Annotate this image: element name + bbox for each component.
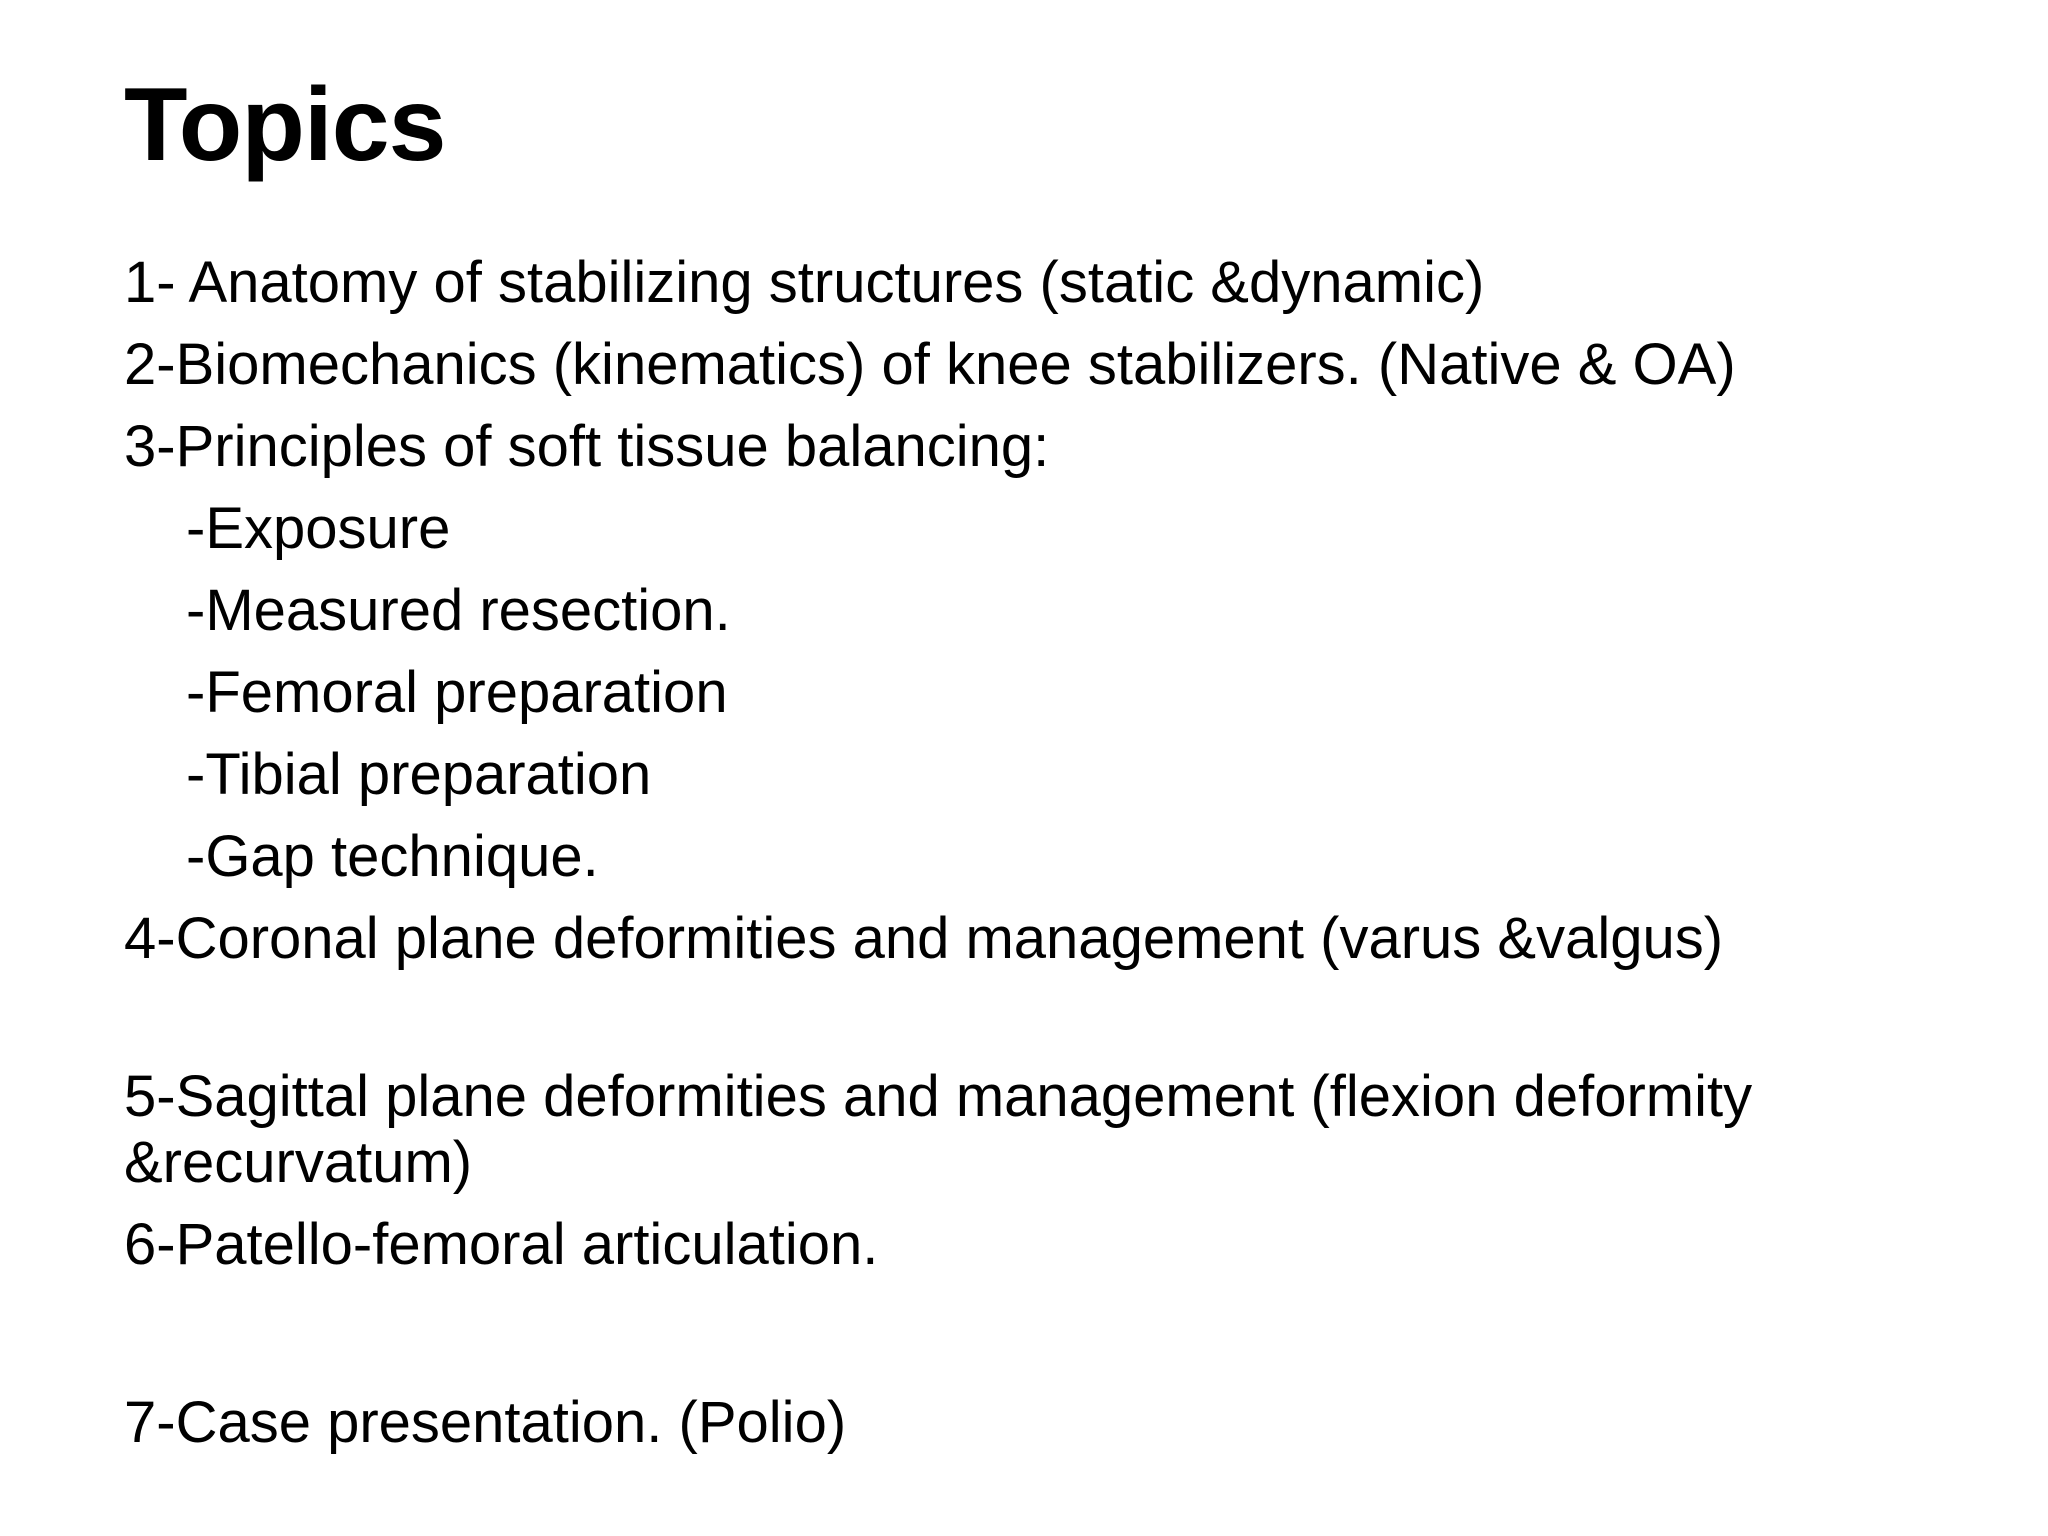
topic-item-7: 7-Case presentation. (Polio) <box>124 1390 847 1455</box>
slide-title: Topics <box>124 67 446 183</box>
subtopic-tibial-preparation: -Tibial preparation <box>186 742 652 807</box>
subtopic-measured-resection: -Measured resection. <box>186 578 731 643</box>
spacer <box>124 1286 2004 1382</box>
topic-item-4: 4-Coronal plane deformities and management (varus &valgus) <box>124 906 1724 971</box>
topic-item-1: 1- Anatomy of stabilizing structures (static &dynamic) <box>124 250 1485 315</box>
subtopic-femoral-preparation: -Femoral preparation <box>186 660 728 725</box>
subtopic-gap-technique: -Gap technique. <box>186 824 599 889</box>
topic-item-2: 2-Biomechanics (kinematics) of knee stabilizers. (Native & OA) <box>124 332 1736 397</box>
topics-list <box>124 242 2004 1464</box>
subtopic-exposure: -Exposure <box>186 496 451 561</box>
topic-item-5: 5-Sagittal plane deformities and management (flexion deformity &recurvatum) <box>124 1064 1753 1195</box>
spacer <box>124 980 2004 1064</box>
topic-item-3: 3-Principles of soft tissue balancing: <box>124 414 1050 479</box>
topic-item-6: 6-Patello-femoral articulation. <box>124 1212 879 1277</box>
